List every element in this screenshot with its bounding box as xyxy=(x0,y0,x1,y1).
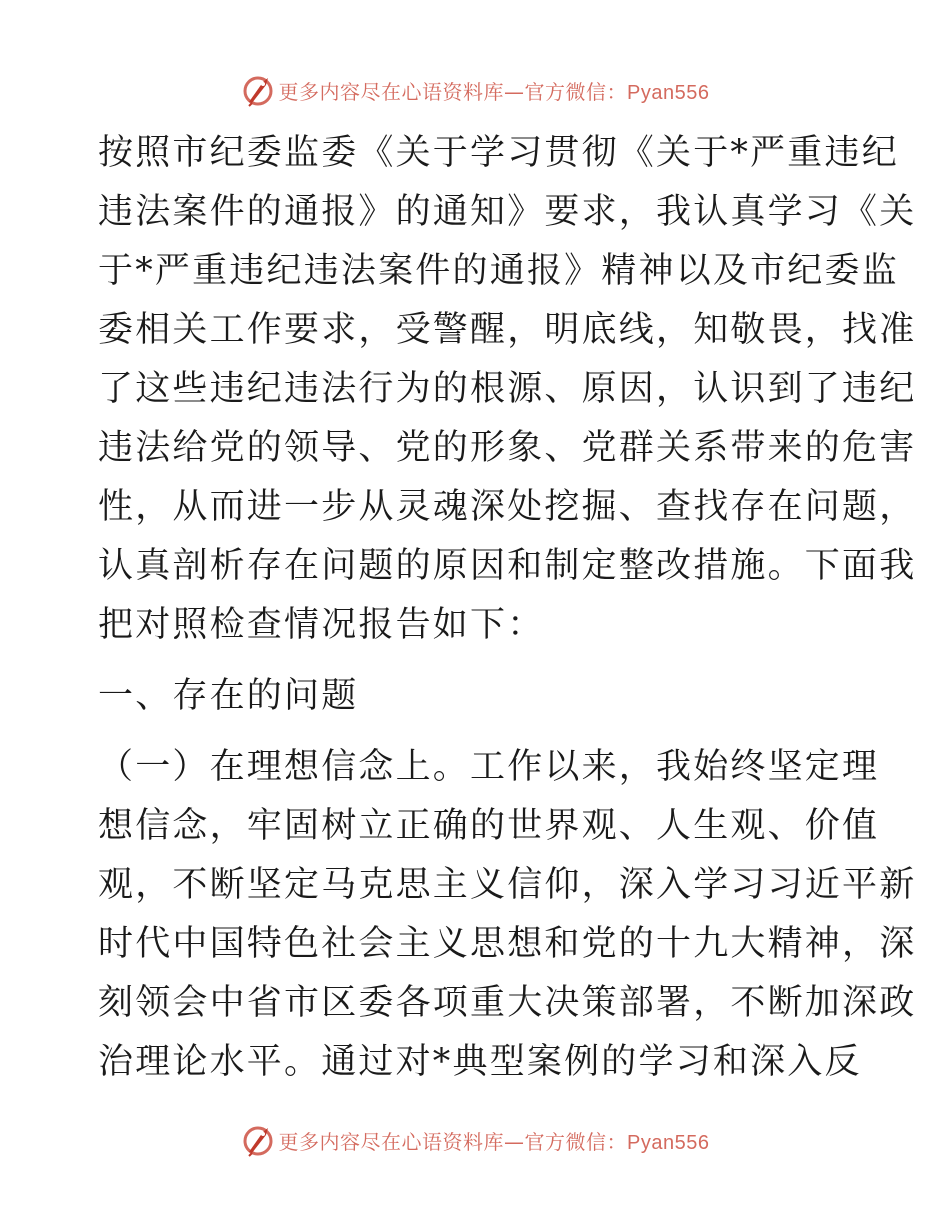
banner-promo-text: 更多内容尽在心语资料库—官方微信： xyxy=(278,1129,628,1154)
intro-line: 按照市纪委监委《关于学习贯彻《关于*严重违纪 xyxy=(98,133,899,173)
intro-line: 认真剖析存在问题的原因和制定整改措施。下面我 xyxy=(98,546,917,586)
subsection-line: 想信念，牢固树立正确的世界观、人生观、价值 xyxy=(98,806,880,846)
red-pen-quill-logo-icon xyxy=(241,72,277,108)
header-banner-text xyxy=(279,76,710,105)
subsection-line: 治理论水平。通过对*典型案例的学习和深入反 xyxy=(98,1042,862,1082)
intro-line: 委相关工作要求，受警醒，明底线，知敬畏，找准 xyxy=(98,310,917,350)
banner-wechat-handle: Pyan556 xyxy=(627,81,710,104)
intro-line: 于*严重违纪违法案件的通报》精神以及市纪委监 xyxy=(98,251,899,291)
intro-line: 了这些违纪违法行为的根源、原因，认识到了违纪 xyxy=(98,369,917,409)
header-banner xyxy=(0,70,950,110)
intro-line: 违法给党的领导、党的形象、党群关系带来的危害 xyxy=(98,428,917,468)
red-pen-quill-logo-icon xyxy=(241,1122,277,1158)
document-body xyxy=(98,124,917,1092)
subsection-line: （一）在理想信念上。工作以来，我始终坚定理 xyxy=(98,747,880,787)
intro-line: 把对照检查情况报告如下： xyxy=(98,605,545,645)
subsection-line: 时代中国特色社会主义思想和党的十九大精神，深 xyxy=(98,924,917,964)
banner-promo-text: 更多内容尽在心语资料库—官方微信： xyxy=(278,79,628,104)
footer-banner xyxy=(0,1120,950,1160)
subsection-line: 刻领会中省市区委各项重大决策部署，不断加深政 xyxy=(98,983,917,1023)
footer-banner-text xyxy=(279,1126,710,1155)
subsection-line: 观，不断坚定马克思主义信仰，深入学习习近平新 xyxy=(98,865,917,905)
section-heading: 一、存在的问题 xyxy=(98,676,359,716)
intro-line: 违法案件的通报》的通知》要求，我认真学习《关 xyxy=(98,192,917,232)
intro-line: 性，从而进一步从灵魂深处挖掘、查找存在问题， xyxy=(98,487,917,527)
banner-wechat-handle: Pyan556 xyxy=(627,1131,710,1154)
